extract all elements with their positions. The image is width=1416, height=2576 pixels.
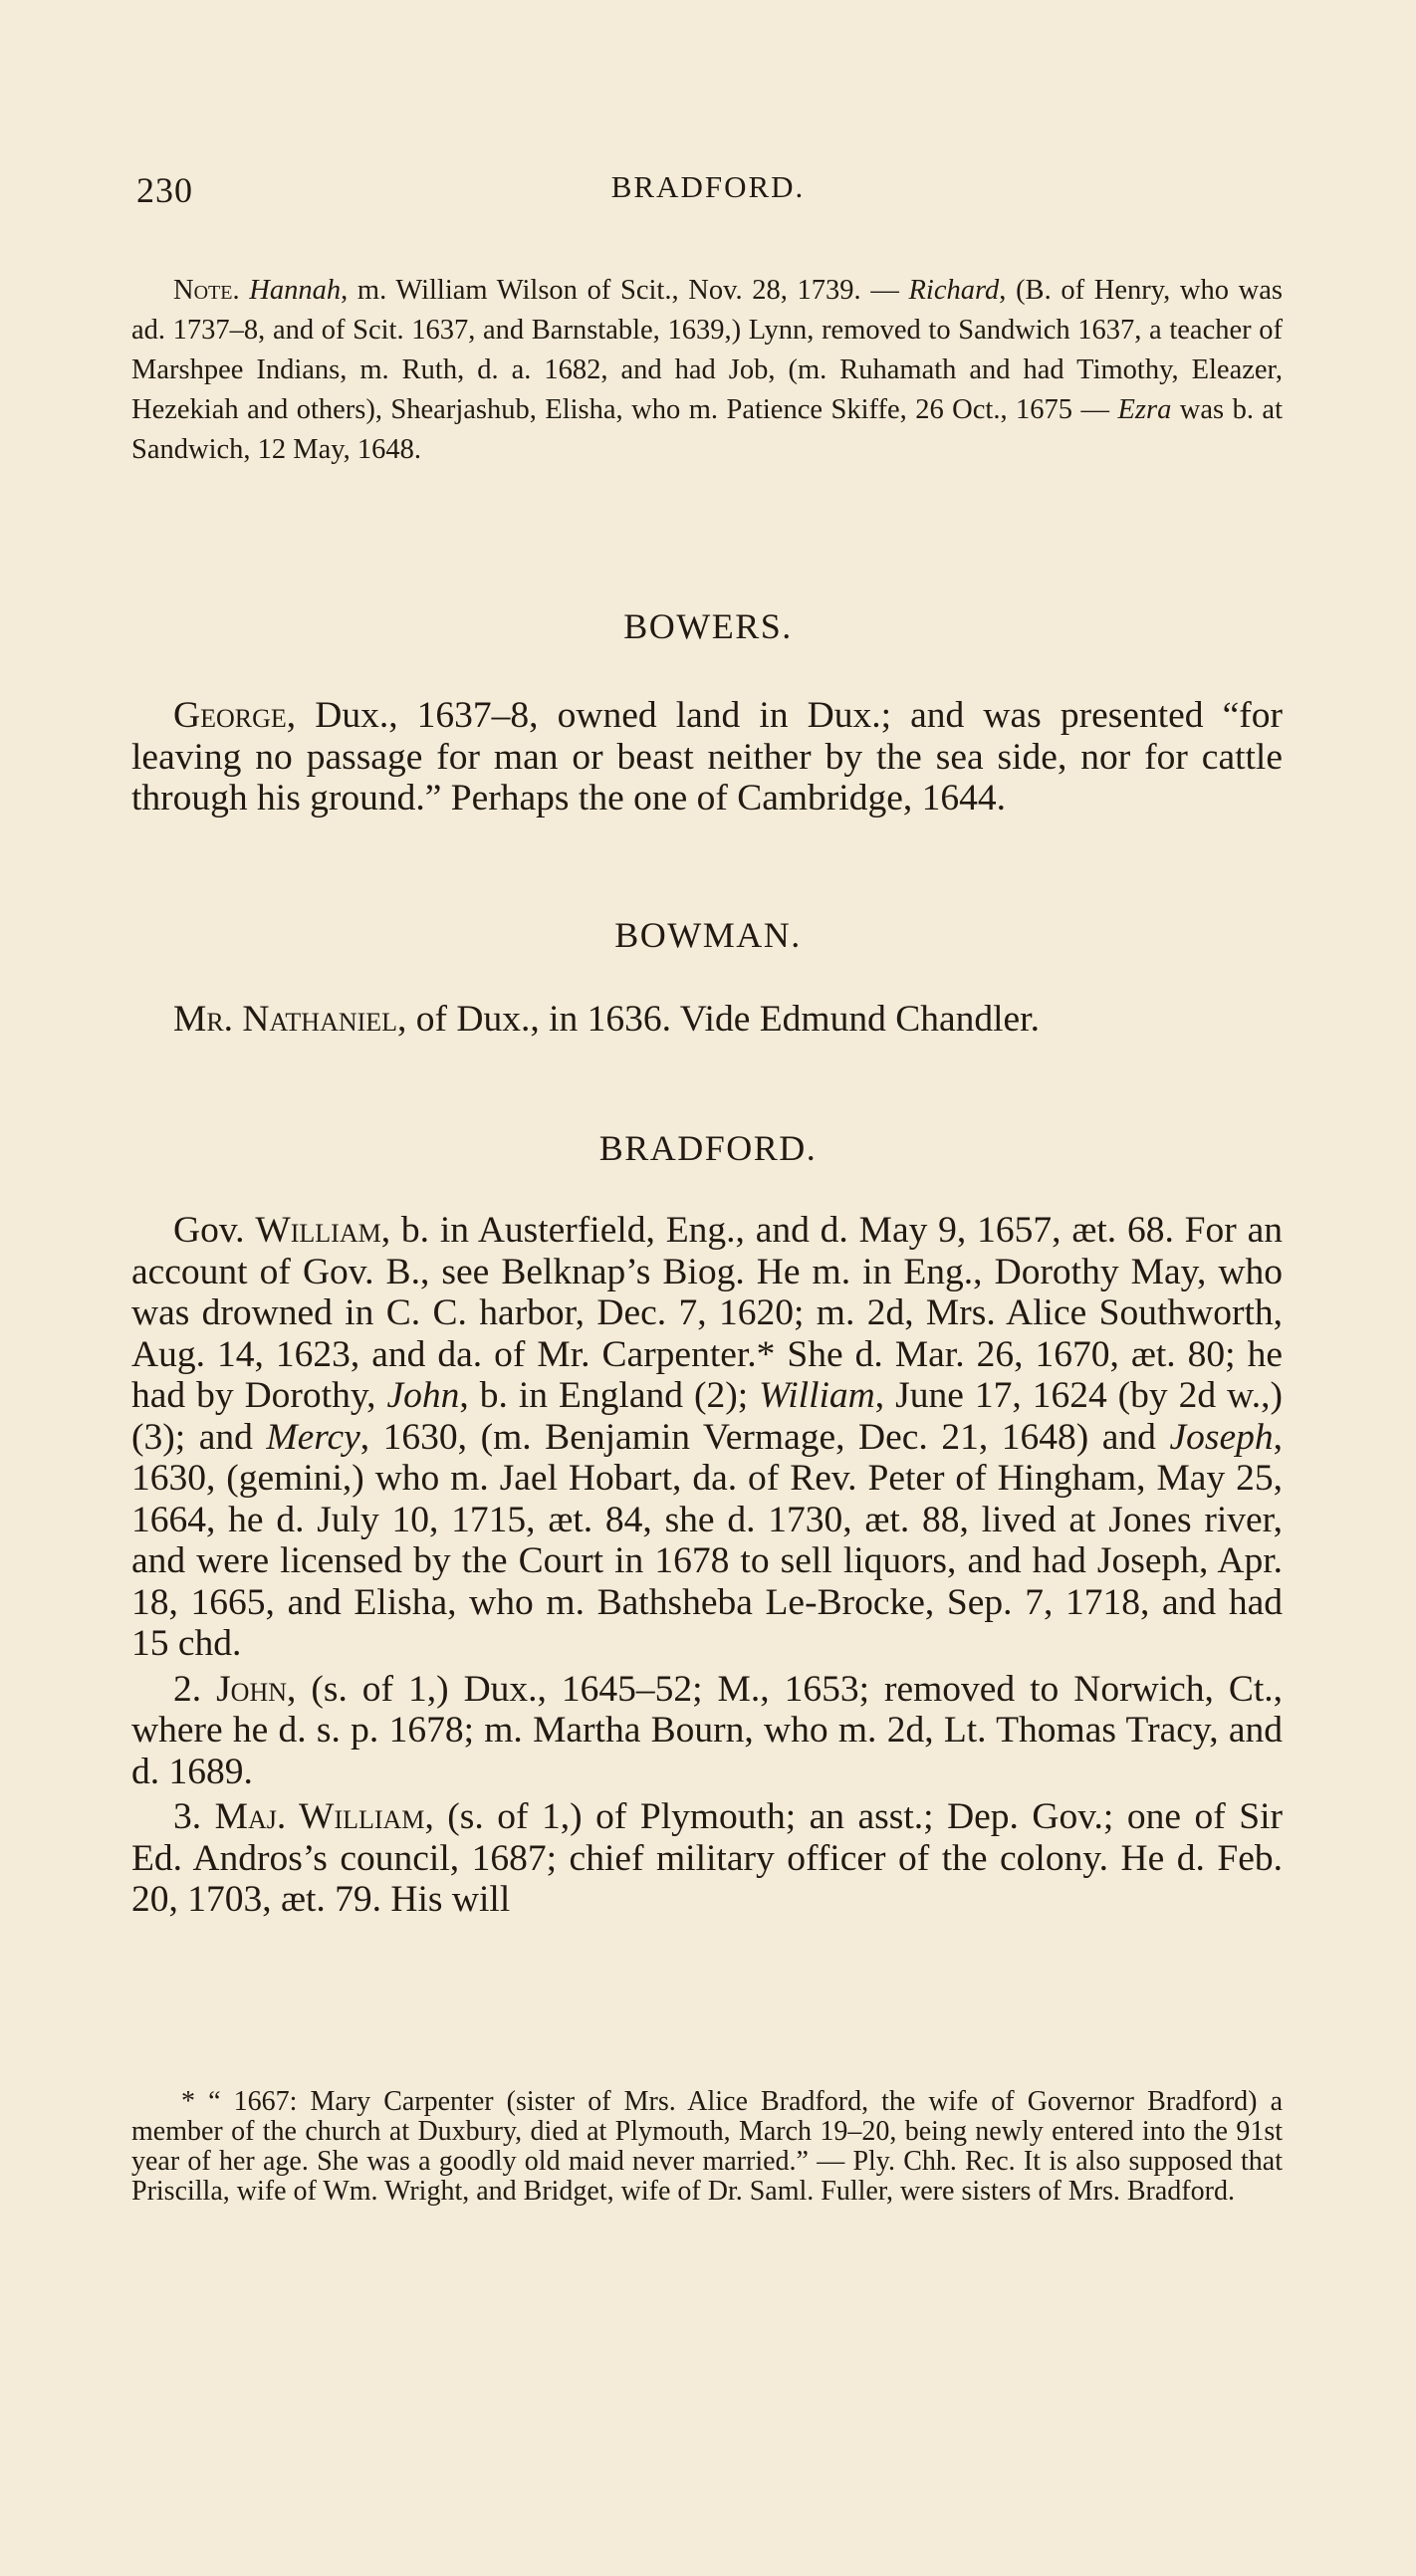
name-richard: Richard [908,275,1000,306]
page-number: 230 [136,170,193,210]
heading-bradford: BRADFORD. [598,1128,818,1168]
entry-bowman: Mr. Nathaniel, of Dux., in 1636. Vide Edmund Chandler. [173,999,1040,1040]
running-head: BRADFORD. [610,169,806,204]
entry-gov-william: Gov. William, b. in Austerfield, Eng., and d. May 9, 1657, æt. 68. For an account of Gov. B., see Belknap’s Biog. He m. in Eng., Dorothy May, who was drowned in C. C. harbor, Dec. 7, 1620; m. 2d, Mrs. Alice Southworth, Aug. 14, 1623, and da. of Mr. Carpenter.* She d. Mar. 26, 1670, æt. 80; he had by Dorothy, John, b. in England (2); William, June 17, 1624 (by 2d w.,) (3); and Mercy, 1630, (m. Benjamin Vermage, Dec. 21, 1648) and Joseph, 1630, (gemini,) who m. Jael Hobart, da. of Rev. Peter of Hingham, May 25, 1664, he d. July 10, 1715, æt. 84, she d. 1730, æt. 88, lived at Jones river, and were licensed by the Court in 1678 to sell liquors, and had Joseph, Apr. 18, 1665, and Elisha, who m. Bathsheba Le-Brocke, Sep. 7, 1718, and had 15 chd. [131,1210,1283,1664]
heading-bowman: BOWMAN. [614,915,802,955]
note-label: Note. [173,275,240,306]
entry-lead-nathaniel: Mr. Nathaniel [173,999,398,1040]
entry-lead-george: George [173,695,287,736]
name-hannah: Hannah [249,275,342,306]
heading-bowers: BOWERS. [623,606,793,646]
entry-bowers: George, Dux., 1637–8, owned land in Dux.; and was presented “for leaving no passage for man or beast neither by the sea side, nor for cattle through his ground.” Perhaps the one of Cambridge, 1644. [131,695,1283,819]
footnote [131,2087,1283,2207]
entry-john: 2. John, (s. of 1,) Dux., 1645–52; M., 1653; removed to Norwich, Ct., where he d. s. p. 1678; m. Martha Bourn, who m. 2d, Lt. Thomas Tracy, and d. 1689. [131,1668,1284,1792]
page-header [0,169,1416,219]
footnote-text: * “ 1667: Mary Carpenter (sister of Mrs. Alice Bradford, the wife of Governor Bradford) a member of the church at Duxbury, died at Plymouth, March 19–20, being newly entered into the 91st year of her age. She was a goodly old maid never married.” — Ply. Chh. Rec. It is also supposed that Priscilla, wife of Wm. Wright, and Bridget, wife of Dr. Saml. Fuller, were sisters of Mrs. Bradford. [131,2086,1283,2207]
entry-maj-william: 3. Maj. William, (s. of 1,) of Plymouth; an asst.; Dep. Gov.; one of Sir Ed. Andros’s council, 1687; chief military officer of the colony. He d. Feb. 20, 1703, æt. 79. His will [131,1796,1283,1920]
entries-bradford [131,1210,1283,1921]
note-paragraph: Note. Hannah, m. William Wilson of Scit., Nov. 28, 1739. — Richard, (B. of Henry, who was ad. 1737–8, and of Scit. 1637, and Barnstable, 1639,) Lynn, removed to Sandwich 1637, a teacher of Marshpee Indians, m. Ruth, d. a. 1682, and had Job, (m. Ruhamath and had Timothy, Eleazer, Hezekiah and others), Shearjashub, Elisha, who m. Patience Skiffe, 26 Oct., 1675 — Ezra was b. at Sandwich, 12 May, 1648. [131,275,1284,465]
name-ezra: Ezra [1117,394,1172,425]
